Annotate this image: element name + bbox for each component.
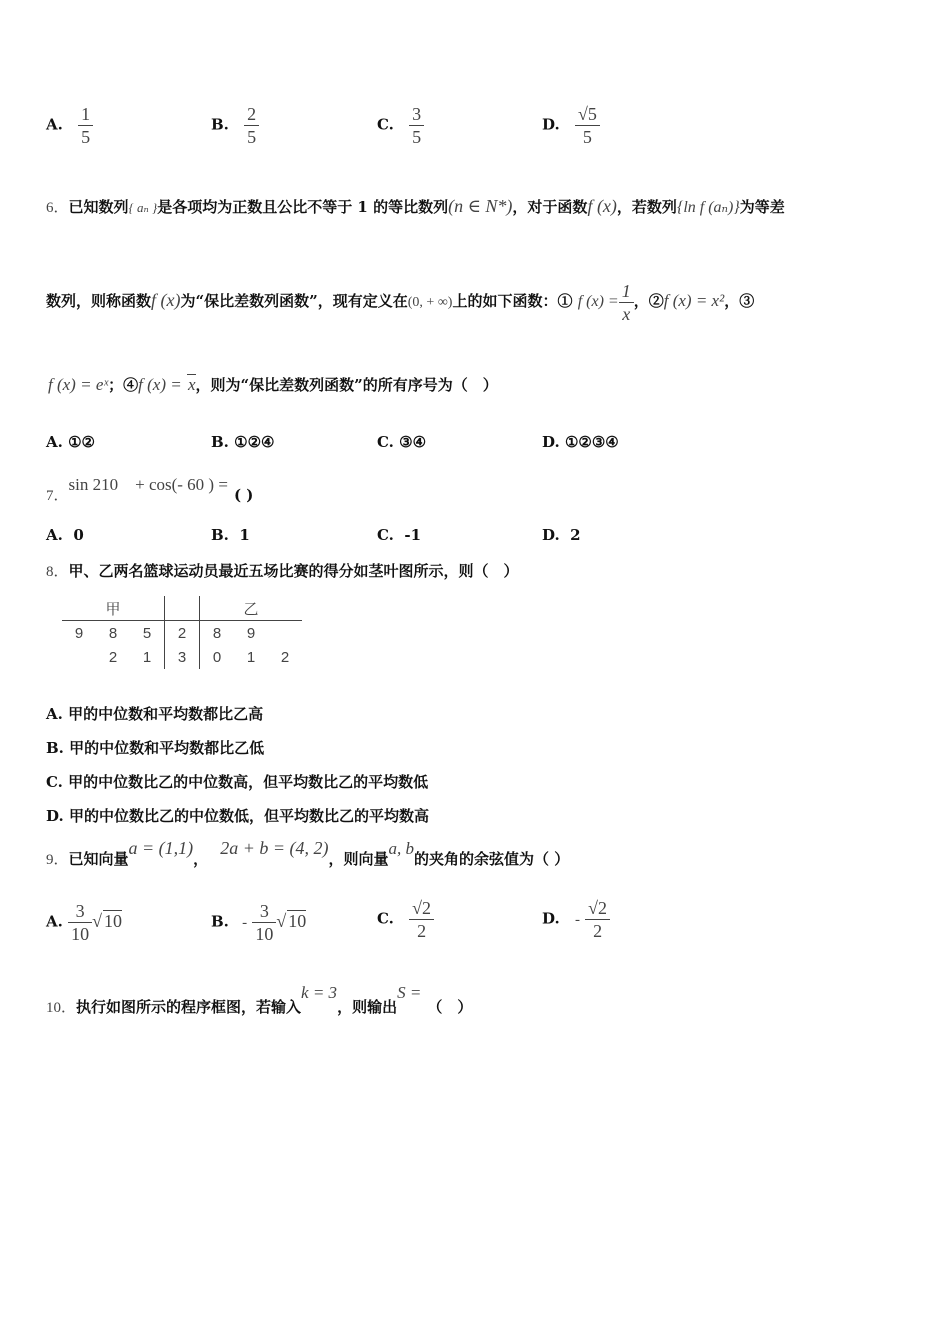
vector-expression: 2a + b = (4, 2) xyxy=(220,838,329,858)
fraction: $\frac{1}{5}$ xyxy=(78,103,93,148)
question-number: 10． xyxy=(46,1000,77,1016)
q9-option-d: D. - $\frac{√2}{2}$ xyxy=(542,897,610,942)
domain-interval: (0, + ∞) xyxy=(407,295,453,311)
option-label: A. xyxy=(46,115,63,134)
q9-option-c: C. $\frac{√2}{2}$ xyxy=(377,897,434,942)
q7-option-a: A. 0 xyxy=(46,526,84,544)
function: f (x) xyxy=(587,196,617,216)
fraction: $\frac{2}{5}$ xyxy=(244,103,259,148)
q8-option-b: B. 甲的中位数和平均数都比乙低 xyxy=(46,739,265,757)
vectors: a, b xyxy=(388,839,414,858)
condition: (n ∈ N*) xyxy=(448,196,513,216)
header-right: 乙 xyxy=(243,600,259,618)
option-label: D. xyxy=(542,115,560,134)
q9-stem: 9．已知向量a = (1,1)，2a + b = (4, 2)，则向量a, b的夹角的余弦值为（ ） xyxy=(46,838,570,868)
question-number: 8． xyxy=(46,564,69,580)
vector-a: a = (1,1) xyxy=(128,838,194,858)
function-1: f (x) = $\frac{1}{x}$ xyxy=(578,293,634,310)
stem: 3 xyxy=(165,645,200,669)
stem: 2 xyxy=(165,621,200,646)
q6-option-a: A. ①② xyxy=(46,433,96,451)
q6-option-c: C. ③④ xyxy=(377,433,427,451)
option-label: B. xyxy=(211,115,229,134)
q7-option-b: B. 1 xyxy=(211,526,250,544)
question-number: 9． xyxy=(46,852,69,868)
q5-option-b xyxy=(211,103,259,148)
q5-option-c xyxy=(377,103,424,148)
sequence: { aₙ } xyxy=(128,200,158,215)
stem-leaf-table xyxy=(62,596,302,669)
output-s: S = xyxy=(397,983,422,1002)
q6-line-1: 6．已知数列{ aₙ }是各项均为正数且公比不等于 1 的等比数列(n ∈ N*)，对于函数f (x)，若数列{ln f (aₙ)}为等差 xyxy=(46,196,785,216)
q6-line-3: f (x) = eˣ；④f (x) = x，则为“保比差数列函数”的所有序号为（ ） xyxy=(48,375,498,394)
option-label: C. xyxy=(377,115,394,134)
q8-option-c: C. 甲的中位数比乙的中位数高，但平均数比乙的平均数低 xyxy=(46,773,429,791)
q8-option-a: A. 甲的中位数和平均数都比乙高 xyxy=(46,705,264,723)
function-4: f (x) = x xyxy=(138,375,196,394)
q9-option-a: A. $\frac{3}{10}$ √ 10 xyxy=(46,901,122,944)
q8-stem: 8．甲、乙两名篮球运动员最近五场比赛的得分如茎叶图所示，则（ ） xyxy=(46,562,519,580)
log-sequence: {ln f (aₙ)} xyxy=(676,199,740,216)
q6-option-b: B. ①②④ xyxy=(211,433,275,451)
function-2: f (x) = x² xyxy=(663,291,725,311)
input-k: k = 3 xyxy=(301,983,338,1002)
stem-leaf-plot xyxy=(62,596,302,669)
question-number: 6． xyxy=(46,200,69,216)
q5-option-d xyxy=(542,103,600,148)
table-row: 2 1 3 0 1 2 xyxy=(62,645,302,669)
q10-stem: 10．执行如图所示的程序框图，若输入k = 3，则输出S =（ ） xyxy=(46,983,473,1016)
header-left: 甲 xyxy=(105,600,121,618)
function: f (x) xyxy=(151,290,181,311)
fraction: $\frac{√5}{5}$ xyxy=(575,103,600,148)
q8-option-d: D. 甲的中位数比乙的中位数低，但平均数比乙的平均数高 xyxy=(46,807,429,825)
q9-option-b: B. - $\frac{3}{10}$ √ 10 xyxy=(211,901,307,944)
q5-option-a xyxy=(46,103,93,148)
expression: sin 210 + cos(- 60 ) = xyxy=(68,475,228,494)
function-3: f (x) = eˣ xyxy=(48,375,109,394)
q7-option-c: C. -1 xyxy=(377,526,422,544)
table-row: 9 8 5 2 8 9 xyxy=(62,621,302,646)
q6-option-d: D. ①②③④ xyxy=(542,433,619,451)
q7-option-d: D. 2 xyxy=(542,526,581,544)
q7-stem: 7．sin 210 + cos(- 60 ) =( ) xyxy=(46,475,254,504)
q6-line-2: 数列，则称函数f (x)为“保比差数列函数”，现有定义在(0, + ∞)上的如下函数：① f (x) = $\frac{1}{x}$ ，②f (x) = x²，③ xyxy=(46,281,755,324)
fraction: $\frac{3}{5}$ xyxy=(409,103,424,148)
question-number: 7． xyxy=(46,488,69,504)
